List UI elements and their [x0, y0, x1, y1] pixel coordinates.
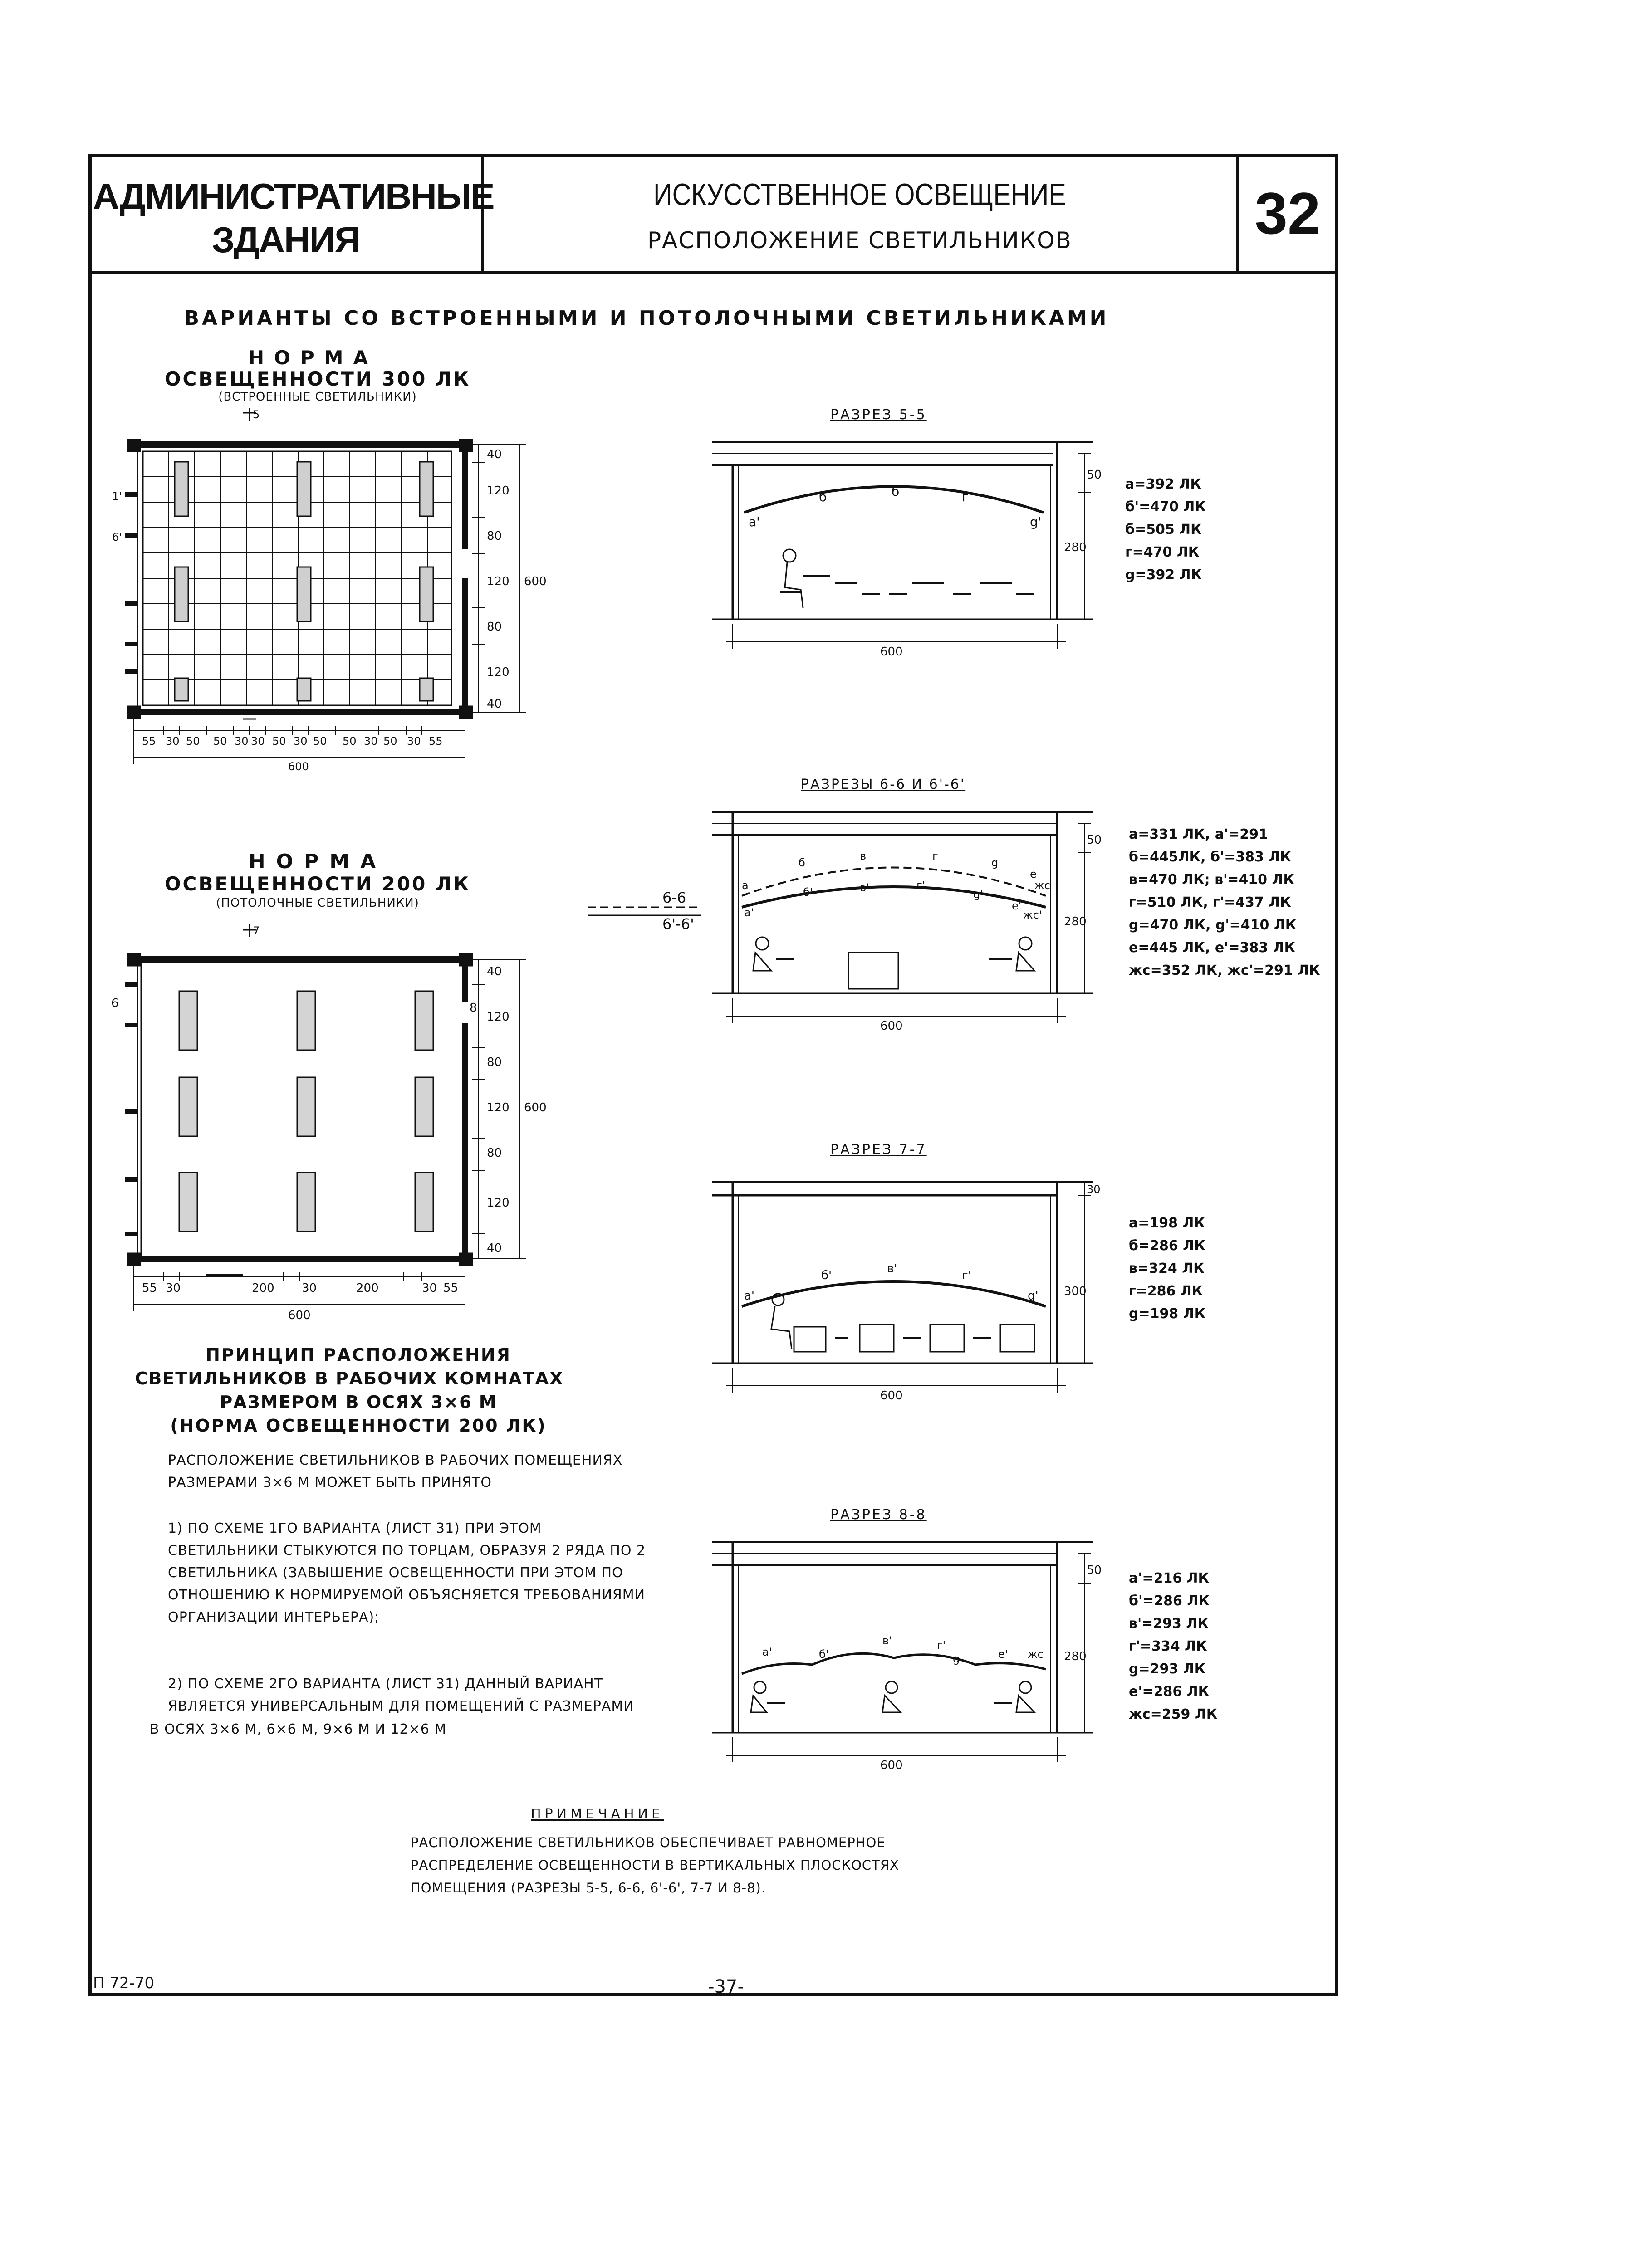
dim: 30 [407, 735, 421, 748]
plan300-title: ОСВЕЩЕННОСТИ 300 ЛК [164, 368, 471, 390]
curve-label: a' [762, 1646, 772, 1658]
illuminance-value: в=470 ЛК; в'=410 ЛК [1129, 872, 1294, 888]
curve-label: g' [973, 888, 983, 901]
dim: 80 [487, 1146, 502, 1160]
curve-label: б' [819, 1648, 829, 1661]
curve-label: в [860, 850, 867, 862]
illuminance-value: б=445ЛК, б'=383 ЛК [1129, 849, 1291, 865]
illuminance-value: б'=470 ЛК [1125, 499, 1206, 515]
dim: 120 [487, 1010, 510, 1024]
footer-code: П 72-70 [93, 1974, 155, 1992]
luminaire [179, 991, 197, 1050]
section-5-height-dim: 280 [1064, 541, 1087, 554]
dim: 30 [294, 735, 308, 748]
illuminance-value: б=286 ЛК [1129, 1238, 1205, 1254]
plan-200-lux [88, 916, 565, 1352]
dim: 120 [487, 1196, 510, 1210]
luminaire [297, 1077, 315, 1136]
dim-total: 600 [524, 575, 547, 588]
curve-label: г [932, 850, 938, 862]
dim: 40 [487, 965, 502, 978]
section-7-top-dim: 30 [1087, 1183, 1101, 1196]
section-7-title: РАЗРЕЗ 7-7 [830, 1142, 927, 1158]
plan200-title: ОСВЕЩЕННОСТИ 200 ЛК [164, 873, 471, 895]
luminaire [415, 991, 433, 1050]
plan300-left-mark-2: 6' [112, 531, 122, 543]
note-line-3: ПОМЕЩЕНИЯ (РАЗРЕЗЫ 5-5, 6-6, 6'-6', 7-7 И 8-8). [411, 1880, 766, 1896]
principle-intro: РАСПОЛОЖЕНИЕ СВЕТИЛЬНИКОВ В РАБОЧИХ ПОМЕЩЕНИЯХ РАЗМЕРАМИ 3×6 М МОЖЕТ БЫТЬ ПРИНЯТО [168, 1452, 623, 1491]
section-6-6 [699, 798, 1125, 1052]
dim: 40 [487, 448, 502, 461]
illuminance-value: g=198 ЛК [1129, 1306, 1206, 1322]
dim: 50 [213, 735, 227, 748]
dim: 55 [142, 735, 156, 748]
section-6-width-dim: 600 [880, 1019, 903, 1033]
header-title-line2: РАСПОЛОЖЕНИЕ СВЕТИЛЬНИКОВ [647, 227, 1072, 254]
plan300-section-mark: 5 [253, 408, 260, 421]
main-heading: ВАРИАНТЫ СО ВСТРОЕННЫМИ И ПОТОЛОЧНЫМИ СВЕТИЛЬНИКАМИ [184, 307, 1109, 330]
curve-label: жс [1034, 879, 1050, 892]
header-divider-right [1236, 154, 1239, 272]
section-5-top-dim: 50 [1087, 468, 1102, 482]
section-6-title: РАЗРЕЗЫ 6-6 И 6'-6' [801, 777, 966, 792]
dim: 80 [487, 529, 502, 543]
dim: 30 [251, 735, 265, 748]
curve-label: б [819, 489, 827, 504]
illuminance-value: б=505 ЛК [1125, 522, 1202, 538]
luminaire [297, 991, 315, 1050]
cut-mark-6-6 [588, 885, 705, 939]
plan200-left-mark: 6 [111, 997, 119, 1010]
curve-label: жс [1028, 1648, 1044, 1661]
dim: 40 [487, 697, 502, 711]
section-5-title: РАЗРЕЗ 5-5 [830, 407, 927, 423]
curve-label: g [953, 1652, 960, 1665]
principle-item-1: 1) ПО СХЕМЕ 1ГО ВАРИАНТА (ЛИСТ 31) ПРИ ЭТОМ СВЕТИЛЬНИКИ СТЫКУЮТСЯ ПО ТОРЦАМ, ОБРАЗУЯ 2 РЯДА ПО 2 СВЕТИЛЬНИКА (ЗАВЫШЕНИЕ ОСВЕЩЕННОСТИ ПРИ ЭТОМ ПО ОТНОШЕНИЮ К НОРМИРУЕМОЙ ОБЪЯСНЯЕТСЯ ТРЕБОВАНИЯМИ ОРГАНИЗАЦИИ ИНТЕРЬЕРА); [168, 1520, 646, 1625]
section-5-curve-labels [749, 484, 1041, 529]
curve-label: б' [821, 1269, 832, 1282]
curve-label: g [991, 856, 999, 869]
section-8-top-dim: 50 [1087, 1564, 1102, 1577]
illuminance-value: е'=286 ЛК [1129, 1684, 1210, 1700]
curve-label: е' [998, 1648, 1008, 1661]
luminaire [175, 462, 188, 516]
curve-label: g' [1028, 1289, 1039, 1303]
curve-label: е' [1012, 899, 1022, 912]
principle-item-2: 2) ПО СХЕМЕ 2ГО ВАРИАНТА (ЛИСТ 31) ДАННЫЙ ВАРИАНТ ЯВЛЯЕТСЯ УНИВЕРСАЛЬНЫМ ДЛЯ ПОМЕЩЕНИЙ С РАЗМЕРАМИ [168, 1676, 634, 1714]
plan200-right-mark: 8 [470, 1001, 477, 1015]
luminaire [297, 462, 311, 516]
curve-label: g' [1030, 514, 1042, 529]
section-8-8 [699, 1529, 1125, 1783]
curve-label: в' [860, 881, 869, 894]
plan300-subtitle: (ВСТРОЕННЫЕ СВЕТИЛЬНИКИ) [218, 390, 417, 404]
curve-label: г' [916, 879, 926, 892]
plan200-norm: НОРМА [248, 850, 387, 873]
dim-total: 600 [524, 1101, 547, 1114]
dim: 200 [356, 1281, 379, 1295]
sheet-number: 32 [1254, 180, 1321, 246]
luminaire [297, 1173, 315, 1232]
curve-label: a' [744, 906, 754, 919]
illuminance-value: г'=334 ЛК [1129, 1638, 1207, 1654]
curve-label: в' [882, 1634, 892, 1647]
dim-total: 600 [288, 760, 309, 773]
luminaire [175, 678, 188, 701]
plan-300-lux [88, 399, 565, 848]
illuminance-value: г=286 ЛК [1129, 1283, 1203, 1299]
curve-label: a' [749, 514, 760, 529]
dim: 55 [142, 1281, 157, 1295]
principle-heading-3: РАЗМЕРОМ В ОСЯХ 3×6 М [220, 1392, 497, 1412]
note-line-1: РАСПОЛОЖЕНИЕ СВЕТИЛЬНИКОВ ОБЕСПЕЧИВАЕТ РАВНОМЕРНОЕ [411, 1835, 886, 1850]
section-5-5 [699, 429, 1125, 665]
dim: 55 [429, 735, 443, 748]
dim: 30 [235, 735, 249, 748]
dim: 80 [487, 1056, 502, 1069]
luminaire [420, 567, 433, 621]
illuminance-value: а'=216 ЛК [1129, 1570, 1210, 1586]
illuminance-value: в'=293 ЛК [1129, 1616, 1209, 1632]
section-8-height-dim: 280 [1064, 1650, 1087, 1663]
plan200-right-dims [487, 965, 547, 1255]
dim: 50 [343, 735, 357, 748]
curve-label: б [892, 484, 900, 499]
curve-label: б [799, 856, 805, 869]
section-8-curve-labels [762, 1634, 1044, 1665]
illuminance-value: г=510 ЛК, г'=437 ЛК [1129, 894, 1291, 910]
curve-label: е [1030, 868, 1037, 880]
curve-label: г' [962, 1269, 971, 1282]
dim: 30 [422, 1281, 437, 1295]
luminaire [420, 462, 433, 516]
plan200-subtitle: (ПОТОЛОЧНЫЕ СВЕТИЛЬНИКИ) [216, 896, 419, 910]
dim: 40 [487, 1242, 502, 1255]
dim: 120 [487, 484, 510, 498]
footer-page-number: -37- [708, 1976, 744, 1997]
dim: 30 [364, 735, 378, 748]
curve-label: a [742, 879, 749, 892]
curve-label: a' [744, 1289, 755, 1303]
curve-label: жс' [1023, 909, 1042, 921]
dim: 120 [487, 665, 510, 679]
illuminance-value: а=392 ЛК [1125, 476, 1201, 492]
plan300-bottom-dims [142, 735, 443, 773]
illuminance-value: в=324 ЛК [1129, 1261, 1205, 1276]
curve-label: г' [937, 1639, 946, 1652]
dim: 50 [272, 735, 286, 748]
section-5-width-dim: 600 [880, 645, 903, 659]
luminaire [420, 678, 433, 701]
dim: 30 [302, 1281, 317, 1295]
illuminance-value: б'=286 ЛК [1129, 1593, 1210, 1609]
illuminance-value: g=392 ЛК [1125, 567, 1202, 583]
principle-heading-1: ПРИНЦИП РАСПОЛОЖЕНИЯ [206, 1345, 511, 1365]
section-7-height-dim: 300 [1064, 1285, 1087, 1298]
dim: 80 [487, 620, 502, 634]
dim: 200 [252, 1281, 274, 1295]
luminaire [179, 1173, 197, 1232]
dim: 30 [166, 735, 180, 748]
illuminance-value: жс=352 ЛК, жс'=291 ЛК [1129, 963, 1320, 978]
section-6-top-dim: 50 [1087, 833, 1102, 847]
header-title-line1: ИСКУССТВЕННОЕ ОСВЕЩЕНИЕ [653, 177, 1066, 212]
section-8-width-dim: 600 [880, 1759, 903, 1772]
section-8-title: РАЗРЕЗ 8-8 [830, 1507, 927, 1523]
section-6-height-dim: 280 [1064, 915, 1087, 929]
dim: 55 [443, 1281, 459, 1295]
dim: 120 [487, 1101, 510, 1114]
dim: 50 [313, 735, 327, 748]
section-7-7 [699, 1163, 1125, 1418]
dim: 50 [383, 735, 397, 748]
luminaire [175, 567, 188, 621]
illuminance-value: г=470 ЛК [1125, 544, 1200, 560]
dim: 50 [186, 735, 200, 748]
section-7-width-dim: 600 [880, 1389, 903, 1403]
illuminance-value: а=198 ЛК [1129, 1215, 1205, 1231]
principle-item-2-tail: В ОСЯХ 3×6 М, 6×6 М, 9×6 М И 12×6 М [150, 1721, 447, 1737]
dim: 30 [166, 1281, 181, 1295]
illuminance-value: а=331 ЛК, а'=291 [1129, 826, 1268, 842]
note-line-2: РАСПРЕДЕЛЕНИЕ ОСВЕЩЕННОСТИ В ВЕРТИКАЛЬНЫХ ПЛОСКОСТЯХ [411, 1857, 899, 1873]
curve-label: б' [803, 886, 813, 899]
illuminance-value: е=445 ЛК, е'=383 ЛК [1129, 940, 1296, 956]
luminaire [179, 1077, 197, 1136]
plan200-bottom-dims [142, 1281, 458, 1322]
cut-label-top: 6-6 [662, 889, 686, 906]
header-bottom-rule [88, 271, 1338, 274]
luminaire [297, 567, 311, 621]
cut-label-bottom: 6'-6' [662, 915, 694, 933]
luminaire [415, 1077, 433, 1136]
plan300-left-mark-1: 1' [112, 490, 122, 503]
illuminance-value: g=470 ЛК, g'=410 ЛК [1129, 917, 1297, 933]
principle-heading-4: (НОРМА ОСВЕЩЕННОСТИ 200 ЛК) [170, 1416, 547, 1436]
curve-label: г [962, 489, 969, 504]
curve-label: в' [887, 1262, 897, 1276]
plan200-section-mark-top: 7 [253, 924, 260, 937]
plan300-norm: НОРМА [248, 347, 378, 369]
note-heading: ПРИМЕЧАНИЕ [531, 1806, 664, 1822]
plan300-right-dims [487, 448, 547, 711]
illuminance-value: жс=259 ЛК [1129, 1706, 1218, 1722]
section-6-curve-labels [742, 850, 1050, 921]
dim-total: 600 [288, 1309, 311, 1322]
luminaire [297, 678, 311, 701]
principle-heading-2: СВЕТИЛЬНИКОВ В РАБОЧИХ КОМНАТАХ [135, 1369, 564, 1388]
illuminance-value: g=293 ЛК [1129, 1661, 1206, 1677]
section-title: АДМИНИСТРАТИВНЫЕ ЗДАНИЯ [93, 176, 494, 260]
dim: 120 [487, 575, 510, 588]
luminaire [415, 1173, 433, 1232]
